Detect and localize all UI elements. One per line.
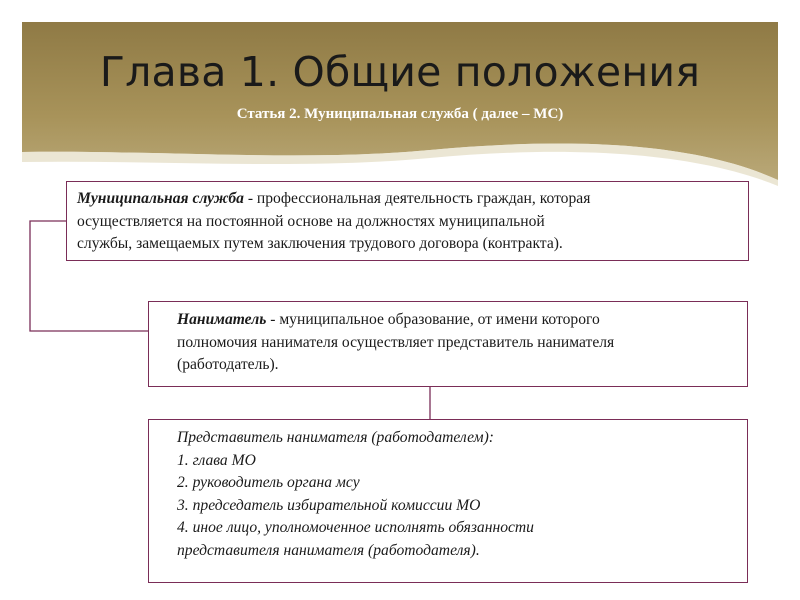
definition-line-1: - профессиональная деятельность граждан, которая: [243, 190, 591, 207]
employer-definition-box: [148, 301, 748, 387]
municipal-service-definition-box: [66, 181, 749, 261]
slide-title: Глава 1. Общие положения: [99, 48, 701, 96]
representative-item-4-continued: представителя нанимателя (работодателя).: [177, 541, 480, 559]
representative-heading: Представитель нанимателя (работодателем):: [177, 429, 494, 446]
representative-item-1: 1. глава МО: [177, 451, 256, 469]
employer-line-2: полномочия нанимателя осуществляет представитель нанимателя: [177, 333, 615, 351]
employer-term: Наниматель: [177, 311, 267, 328]
slide-subtitle: Статья 2. Муниципальная служба ( далее – МС): [236, 106, 564, 122]
employer-line-3: (работодатель).: [177, 356, 279, 373]
header-background: [0, 0, 800, 200]
representative-item-4: 4. иное лицо, уполномоченное исполнять обязанности: [177, 519, 534, 536]
employer-representative-box: [148, 419, 748, 583]
representative-item-3: 3. председатель избирательной комиссии МО: [177, 496, 481, 514]
employer-line-1: - муниципальное образование, от имени которого: [266, 311, 600, 328]
representative-item-2: 2. руководитель органа мсу: [177, 474, 360, 491]
definition-line-3: службы, замещаемых путем заключения трудового договора (контракта).: [77, 235, 563, 252]
definition-term: Муниципальная служба: [77, 190, 244, 207]
definition-line-2: осуществляется на постоянной основе на должностях муниципальной: [77, 212, 545, 230]
